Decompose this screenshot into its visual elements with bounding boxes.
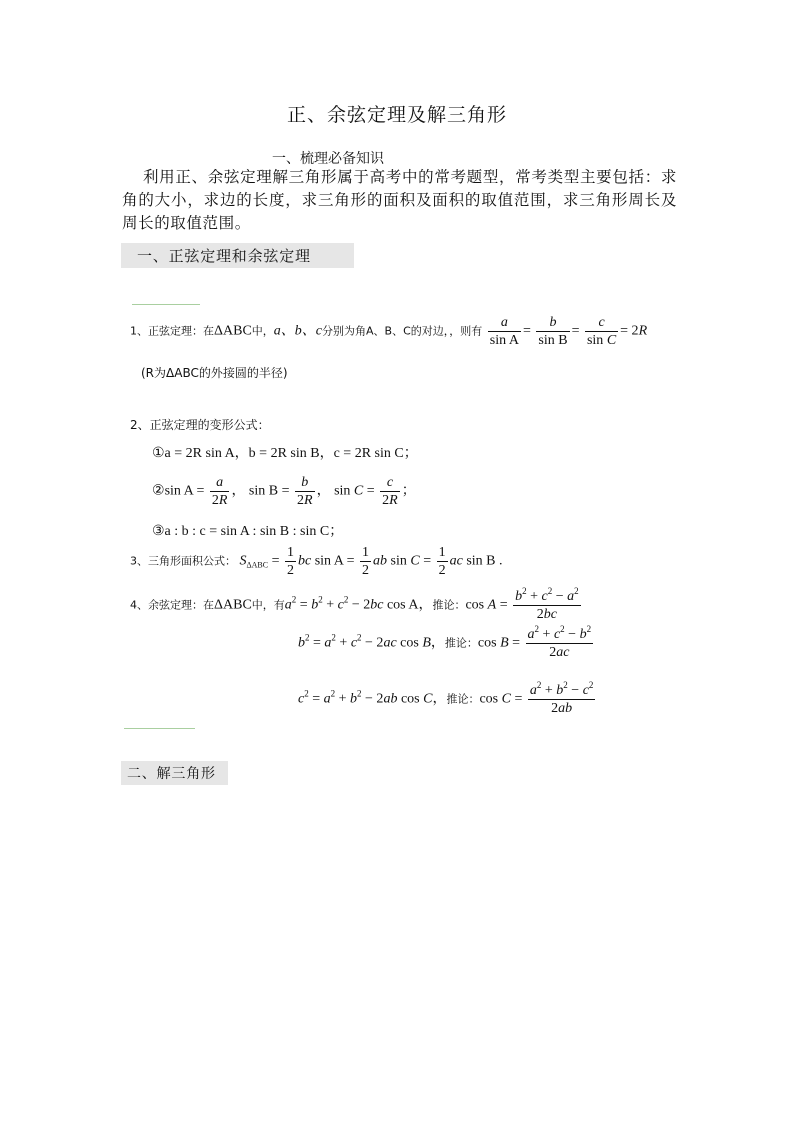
inference-label-b: 推论： (444, 636, 478, 650)
sine-variant-3: ③a : b : c = sin A : sin B : sin C； (152, 524, 344, 539)
triangle-symbol-2: ΔABC (214, 597, 252, 613)
area-formula-label: 3、三角形面积公式： (130, 554, 236, 568)
sine-variant-1: ①a = 2R sin A，b = 2R sin B，c = 2R sin C； (152, 446, 418, 461)
page-title: 正、余弦定理及解三角形 (286, 104, 507, 126)
fraction-b-sinB: $\frac{b}{\text{sin B}}$ (538, 315, 568, 348)
sine-law-mid: 中， (251, 324, 274, 338)
fraction-half-3: $\frac{1}{2}$ (438, 545, 446, 578)
sine-law-line: 1、正弦定理：在ΔABC中，a、b、c分别为角A、B、C的对边，，则有 $\frac{a}{\text{sin A}}$ = $\frac{b}{\text{sin B}}$ = $\frac{c}{\text{sin C}}$ = 2R (130, 315, 648, 348)
fraction-c-2R: $\frac{c}{2R}$ (382, 475, 398, 508)
fraction-half-2: $\frac{1}{2}$ (362, 545, 370, 578)
divider-line-2 (124, 728, 195, 729)
area-formula-line: 3、三角形面积公式： $S_{\Delta ABC}$ = $\frac{1}{2}$ bc sin A = $\frac{1}{2}$ ab sin C = $\frac{1}{2}$ ac sin B . (130, 545, 503, 578)
fraction-a-2R: $\frac{a}{2R}$ (211, 475, 228, 508)
fraction-b-2R: $\frac{b}{2R}$ (297, 475, 313, 508)
cosine-law-line-c: $c^2 = a^2 + b^2 - 2ab$ cos C，推论：cos C = $\frac{a^2 + b^2 - c^2}{2ab}$ (298, 680, 594, 716)
fraction-a-sinA: $\frac{a}{\text{sin A}}$ (489, 315, 519, 348)
sine-law-mid2: 分别为角A、B、C的对边，，则有 (322, 324, 483, 338)
variant-2-marker: ② (152, 483, 165, 499)
divider-line (132, 304, 200, 305)
section-subheading: 一、梳理必备知识 (272, 151, 384, 167)
sides-label: a、b、c (273, 323, 323, 339)
radius-note: (R为ΔABC的外接圆的半径) (141, 366, 288, 380)
section-1-heading: 一、正弦定理和余弦定理 (121, 243, 354, 268)
fraction-cosB: $\frac{a^2 + c^2 - b^2}{2ac}$ (527, 624, 592, 660)
sine-law-prefix: 1、正弦定理：在 (130, 324, 214, 338)
cosine-law-mid: 中，有 (251, 598, 285, 612)
intro-paragraph: 利用正、余弦定理解三角形属于高考中的常考题型，常考类型主要包括：求角的大小，求边的长度，求三角形的面积及面积的取值范围，求三角形周长及周长的取值范围。 (122, 168, 677, 232)
sine-variant-label: 2、正弦定理的变形公式： (130, 418, 270, 432)
fraction-cosA: $\frac{b^2 + c^2 - a^2}{2bc}$ (515, 586, 579, 622)
inference-label-a: 推论： (432, 598, 466, 612)
section-2-heading: 二、解三角形 (121, 761, 228, 785)
fraction-half-1: $\frac{1}{2}$ (287, 545, 294, 578)
cosine-law-line-a: 4、余弦定理：在ΔABC中，有$a^2 = b^2 + c^2 - 2bc$ cos A，推论：cos A = $\frac{b^2 + c^2 - a^2}{2bc}$ (130, 586, 579, 622)
inference-label-c: 推论： (446, 692, 480, 706)
fraction-c-sinC: $\frac{c}{\text{sin C}}$ (586, 315, 617, 348)
sine-variant-2: ②sin A = $\frac{a}{2R}$ ， sin B = $\frac{b}{2R}$ ， sin C = $\frac{c}{2R}$ ； (152, 475, 416, 508)
fraction-cosC: $\frac{a^2 + b^2 - c^2}{2ab}$ (529, 680, 594, 716)
triangle-symbol: ΔABC (214, 323, 252, 339)
cosine-law-label: 4、余弦定理：在 (130, 598, 214, 612)
cosine-law-line-b: $b^2 = a^2 + c^2 - 2ac$ cos B，推论：cos B = $\frac{a^2 + c^2 - b^2}{2ac}$ (298, 624, 592, 660)
